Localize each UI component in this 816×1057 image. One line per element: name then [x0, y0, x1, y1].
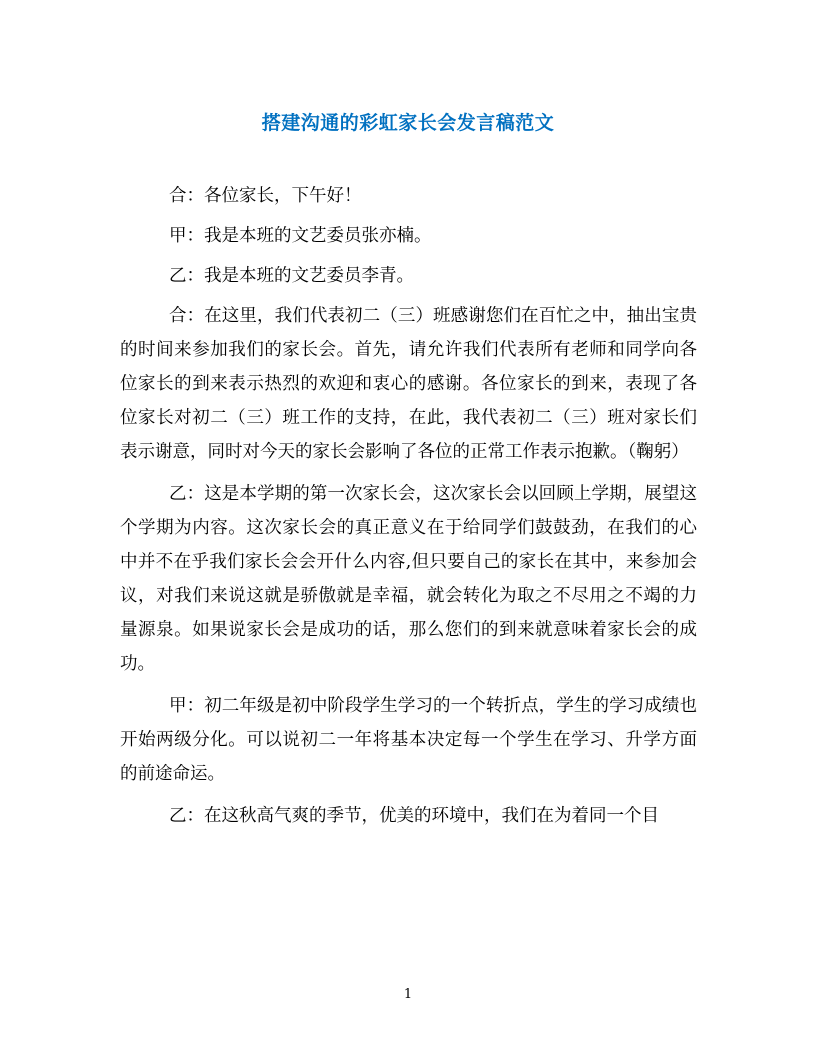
paragraph-welcome: 合：在这里，我们代表初二（三）班感谢您们在百忙之中，抽出宝贵的时间来参加我们的家长会。首先，请允许我们代表所有老师和同学向各位家长的到来表示热烈的欢迎和衷心的感谢。各位家长的到来，表现了各位家长对初二（三）班工作的支持，在此，我代表初二（三）班对家长们表示谢意，同时对今天的家长会影响了各位的正常工作表示抱歉。（鞠躬） [120, 306, 697, 462]
paragraph-intro-jia: 甲：我是本班的文艺委员张亦楠。 [169, 226, 432, 246]
document-body [120, 179, 697, 841]
paragraph-greeting: 合：各位家长，下午好！ [169, 186, 362, 206]
paragraph-meeting-purpose: 乙：这是本学期的第一次家长会，这次家长会以回顾上学期，展望这个学期为内容。这次家长会的真正意义在于给同学们鼓鼓劲，在我们的心中并不在乎我们家长会会开什么内容,但只要自己的家长在其中，来参加会议，对我们来说这就是骄傲就是幸福，就会转化为取之不尽用之不竭的力量源泉。如果说家长会是成功的话，那么您们的到来就意味着家长会的成功。 [120, 484, 697, 674]
paragraph-autumn: 乙：在这秋高气爽的季节，优美的环境中，我们在为着同一个目 [169, 806, 659, 826]
paragraph-intro-yi: 乙：我是本班的文艺委员李青。 [169, 266, 414, 286]
paragraph-grade-two: 甲：初二年级是初中阶段学生学习的一个转折点，学生的学习成绩也开始两级分化。可以说初二一年将基本决定每一个学生在学习、升学方面的前途命运。 [120, 696, 697, 784]
page-number: 1 [403, 987, 413, 1002]
document-title: 搭建沟通的彩虹家长会发言稿范文 [261, 112, 555, 134]
